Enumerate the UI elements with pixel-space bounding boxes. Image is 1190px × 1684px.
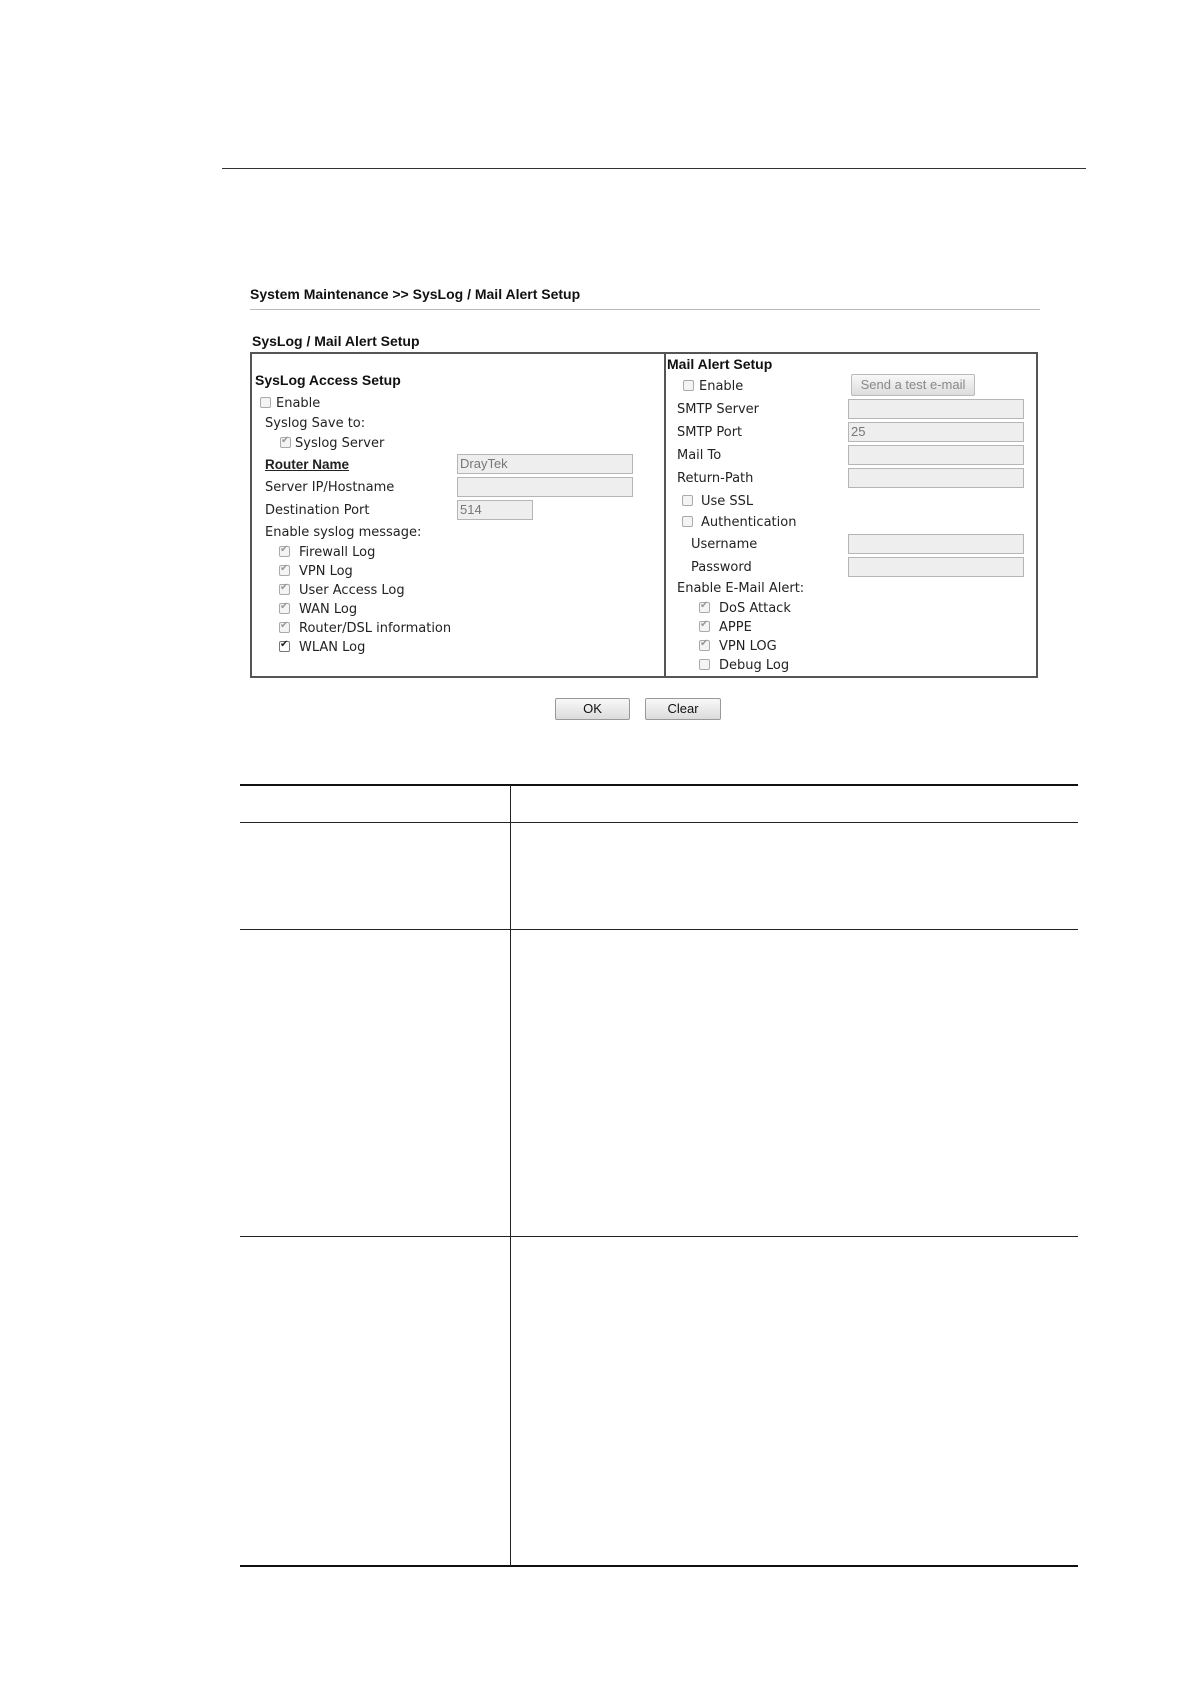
router-name-field[interactable]: DrayTek <box>457 454 633 474</box>
use-ssl-label: Use SSL <box>701 494 754 509</box>
debug-log-checkbox[interactable] <box>699 659 710 670</box>
router-dsl-info-checkbox[interactable] <box>279 622 290 633</box>
mail-to-field[interactable] <box>848 445 1024 465</box>
user-access-log-label: User Access Log <box>299 583 405 598</box>
panel-divider <box>664 352 666 678</box>
appe-label: APPE <box>719 620 752 635</box>
mail-header: Mail Alert Setup <box>667 356 773 372</box>
table-column-divider <box>510 785 511 1566</box>
wlan-log-label: WLAN Log <box>299 640 366 655</box>
syslog-save-to-label: Syslog Save to: <box>265 416 366 431</box>
enable-syslog-message-label: Enable syslog message: <box>265 525 422 540</box>
table-top-rule <box>240 784 1078 786</box>
smtp-server-label: SMTP Server <box>677 402 760 417</box>
password-field[interactable] <box>848 557 1024 577</box>
table-row-rule <box>240 929 1078 930</box>
debug-log-label: Debug Log <box>719 658 790 673</box>
use-ssl-checkbox[interactable] <box>682 495 693 506</box>
vpn-log-alert-checkbox[interactable] <box>699 640 710 651</box>
firewall-log-label: Firewall Log <box>299 545 376 560</box>
vpn-log-checkbox[interactable] <box>279 565 290 576</box>
enable-email-alert-label: Enable E-Mail Alert: <box>677 581 805 596</box>
mail-enable-checkbox[interactable] <box>683 380 694 391</box>
user-access-log-checkbox[interactable] <box>279 584 290 595</box>
authentication-label: Authentication <box>701 515 797 530</box>
dos-attack-checkbox[interactable] <box>699 602 710 613</box>
syslog-header: SysLog Access Setup <box>255 372 401 388</box>
smtp-port-label: SMTP Port <box>677 425 743 440</box>
wan-log-label: WAN Log <box>299 602 358 617</box>
router-name-link[interactable]: Router Name <box>265 457 350 472</box>
send-test-email-button[interactable]: Send a test e-mail <box>851 374 975 396</box>
breadcrumb: System Maintenance >> SysLog / Mail Alert Setup <box>250 286 581 302</box>
password-label: Password <box>691 560 752 575</box>
return-path-field[interactable] <box>848 468 1024 488</box>
wlan-log-checkbox[interactable] <box>279 641 290 652</box>
smtp-port-field[interactable]: 25 <box>848 422 1024 442</box>
syslog-server-checkbox[interactable] <box>280 437 291 448</box>
username-label: Username <box>691 537 758 552</box>
mail-enable-label: Enable <box>699 379 744 394</box>
server-ip-label: Server IP/Hostname <box>265 480 395 495</box>
breadcrumb-divider <box>250 309 1040 310</box>
router-dsl-info-label: Router/DSL information <box>299 621 452 636</box>
page-header-rule <box>222 168 1086 169</box>
firewall-log-checkbox[interactable] <box>279 546 290 557</box>
vpn-log-alert-label: VPN LOG <box>719 639 777 654</box>
table-bottom-rule <box>240 1565 1078 1567</box>
table-header-rule <box>240 822 1078 823</box>
panel-title: SysLog / Mail Alert Setup <box>252 333 420 349</box>
syslog-enable-checkbox[interactable] <box>260 397 271 408</box>
vpn-log-label: VPN Log <box>299 564 353 579</box>
mail-to-label: Mail To <box>677 448 722 463</box>
appe-checkbox[interactable] <box>699 621 710 632</box>
dest-port-field[interactable]: 514 <box>457 500 533 520</box>
return-path-label: Return-Path <box>677 471 754 486</box>
syslog-server-label: Syslog Server <box>295 436 385 451</box>
syslog-enable-label: Enable <box>276 396 321 411</box>
ok-button[interactable]: OK <box>555 698 630 720</box>
username-field[interactable] <box>848 534 1024 554</box>
clear-button[interactable]: Clear <box>645 698 721 720</box>
dos-attack-label: DoS Attack <box>719 601 791 616</box>
dest-port-label: Destination Port <box>265 503 370 518</box>
table-row-rule <box>240 1236 1078 1237</box>
smtp-server-field[interactable] <box>848 399 1024 419</box>
wan-log-checkbox[interactable] <box>279 603 290 614</box>
server-ip-field[interactable] <box>457 477 633 497</box>
authentication-checkbox[interactable] <box>682 516 693 527</box>
